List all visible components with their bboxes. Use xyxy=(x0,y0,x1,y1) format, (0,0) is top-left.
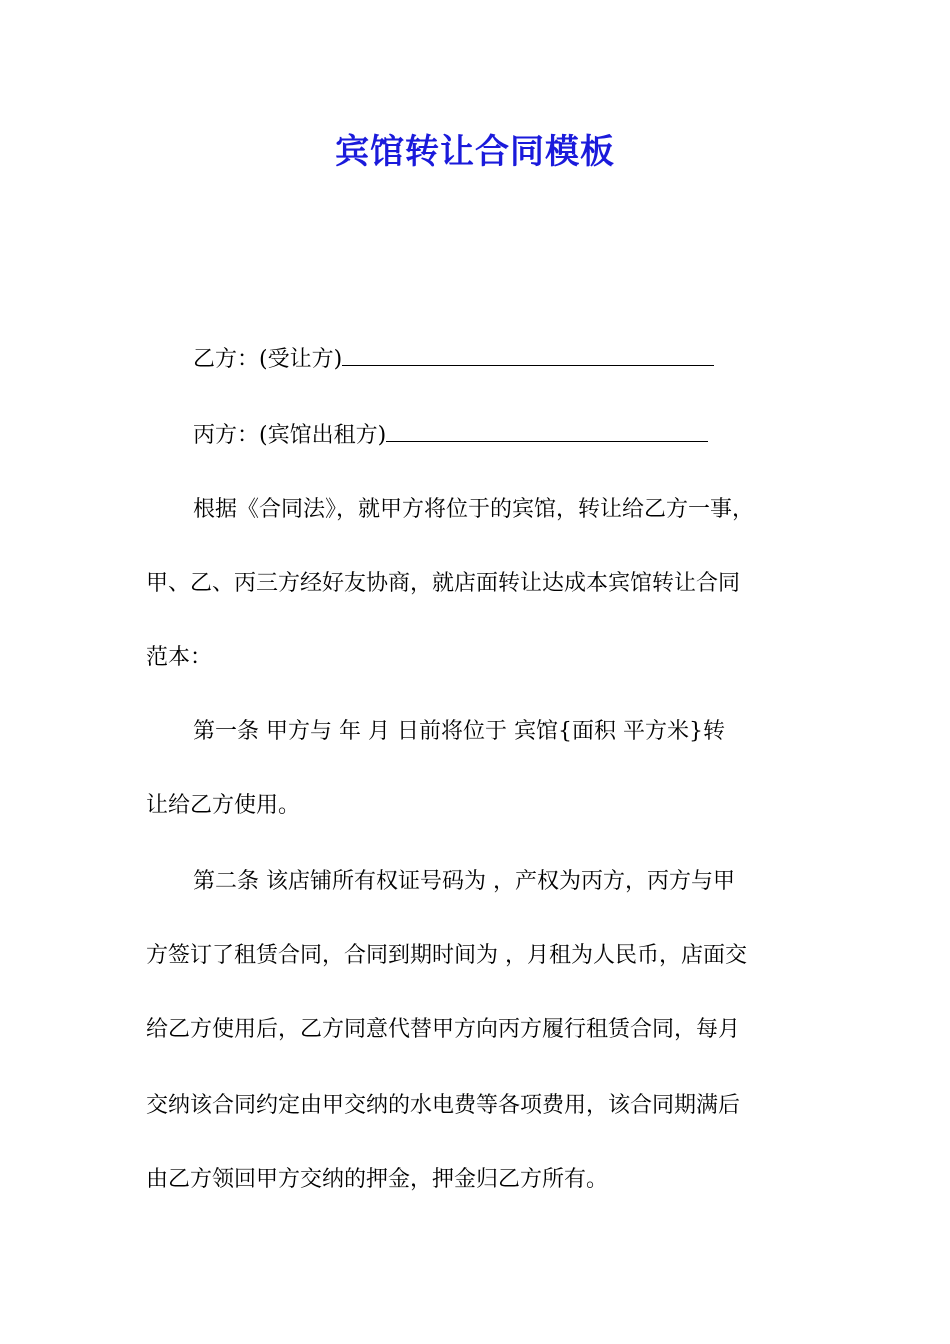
party-b-line xyxy=(193,344,863,376)
intro-line-1: 根据《合同法》，就甲方将位于的宾馆，转让给乙方一事， xyxy=(193,497,755,522)
article-2-line-3: 给乙方使用后，乙方同意代替甲方向丙方履行租赁合同，每月 xyxy=(146,1017,741,1042)
document-title: 宾馆转让合同模板 xyxy=(335,132,615,172)
party-b-blank xyxy=(342,345,714,366)
intro-line-3: 范本： xyxy=(146,645,213,670)
party-c-blank xyxy=(386,421,708,442)
article-2-line-2: 方签订了租赁合同，合同到期时间为 ，月租为人民币，店面交 xyxy=(146,943,747,968)
article-2-line-5: 由乙方领回甲方交纳的押金，押金归乙方所有。 xyxy=(146,1167,609,1192)
article-1-line-1: 第一条 甲方与 年 月 日前将位于 宾馆{面积 平方米}转 xyxy=(193,719,725,744)
article-2-line-1: 第二条 该店铺所有权证号码为 ，产权为丙方，丙方与甲 xyxy=(193,869,735,894)
party-b-label: 乙方：(受让方) xyxy=(193,347,343,372)
intro-line-2: 甲、乙、丙三方经好友协商，就店面转让达成本宾馆转让合同 xyxy=(146,571,741,596)
article-1-line-2: 让给乙方使用。 xyxy=(146,793,301,818)
article-2-line-4: 交纳该合同约定由甲交纳的水电费等各项费用，该合同期满后 xyxy=(146,1093,741,1118)
party-c-line xyxy=(193,420,863,452)
party-c-label: 丙方：(宾馆出租方) xyxy=(193,423,387,448)
